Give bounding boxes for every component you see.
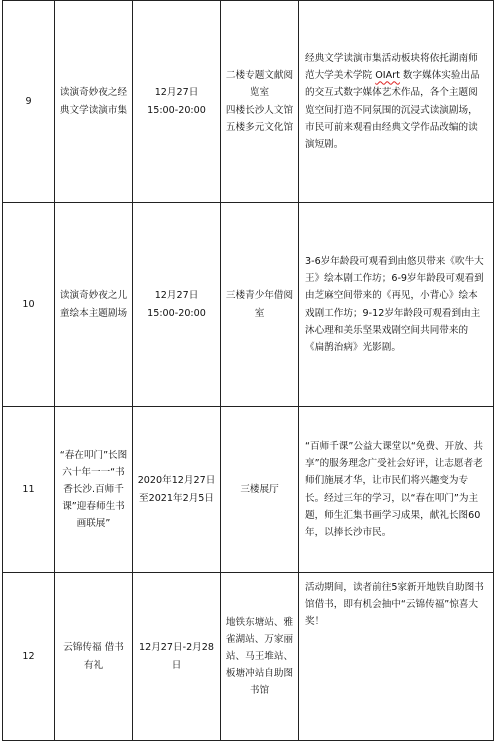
spellcheck-marked-word: OIArt: [375, 70, 400, 82]
venue-line: 五楼多元文化馆: [225, 121, 294, 133]
row-number: 12: [3, 573, 55, 741]
table-row: [3, 1, 494, 203]
description-text: “百师千课”公益大课堂以“免费、开放、共享”的服务理念广受社会好评，让志愿者老师们施展才华，让市民们将兴趣变为专长。经过三年的学习，以“春在叩门”为主题，师生汇集书画学习成果，献礼长图60年，以捧长沙市民。: [305, 441, 484, 538]
event-description: [299, 573, 494, 741]
table-row: [3, 573, 494, 741]
event-time: [133, 203, 221, 407]
event-description: [299, 1, 494, 203]
description-text: 活动期间，读者前往5家新开地铁自助图书馆借书，即有机会抽中“云锦传福”惊喜大奖！: [305, 582, 484, 628]
event-name: 读演奇妙夜之经典文学读演市集: [55, 1, 133, 203]
event-venue: [221, 1, 299, 203]
event-venue: [221, 407, 299, 573]
event-name: 云锦传福 借书有礼: [55, 573, 133, 741]
event-time: 12月27日-2月28日: [133, 573, 221, 741]
description-text-cont: 数字媒体实验出品的交互式数字媒体艺术作品，各个主题阅览空间打造不同氛围的沉浸式读演剧场，市民可前来观看由经典文学作品改编的读演短剧。: [305, 70, 480, 150]
event-time-text: 12月27日 15:00-20:00: [147, 87, 206, 116]
event-venue: [221, 573, 299, 741]
venue-line: 三楼青少年借阅室: [225, 290, 294, 319]
event-venue: [221, 203, 299, 407]
event-name: “春在叩门”长图六十年一一“书香长沙.百师千课”迎春师生书画联展”: [55, 407, 133, 573]
venue-line: 地铁东塘站、雅雀湖站、万家丽站、马王堆站、板塘冲站自助图书馆: [225, 616, 294, 697]
event-time-text: 12月27日 15:00-20:00: [147, 290, 206, 319]
event-description: [299, 203, 494, 407]
row-number: 10: [3, 203, 55, 407]
description-text: 经典文学读演市集活动板块将依托湖南师范大学美术学院: [305, 53, 478, 82]
venue-line: 三楼展厅: [240, 483, 279, 495]
event-description: [299, 407, 494, 573]
event-name: 读演奇妙夜之儿童绘本主题剧场: [55, 203, 133, 407]
events-table: [2, 0, 494, 741]
description-text: 3-6岁年龄段可观看到由悠贝带来《吹牛大王》绘本剧工作坊；6-9岁年龄段可观看到由芝麻空间带来的《再见，小背心》绘本戏剧工作坊；9-12岁年龄段可观看到由主沐心理和美乐坚果戏剧空间共同带来的《扁鹊治病》光影剧。: [305, 256, 484, 353]
venue-line: 二楼专题文献阅览室: [225, 70, 294, 99]
row-number: 9: [3, 1, 55, 203]
event-time: 2020年12月27日至2021年2月5日: [133, 407, 221, 573]
venue-line: 四楼长沙人文馆: [225, 104, 294, 116]
table-row: [3, 407, 494, 573]
row-number: 11: [3, 407, 55, 573]
table-row: [3, 203, 494, 407]
event-time: [133, 1, 221, 203]
